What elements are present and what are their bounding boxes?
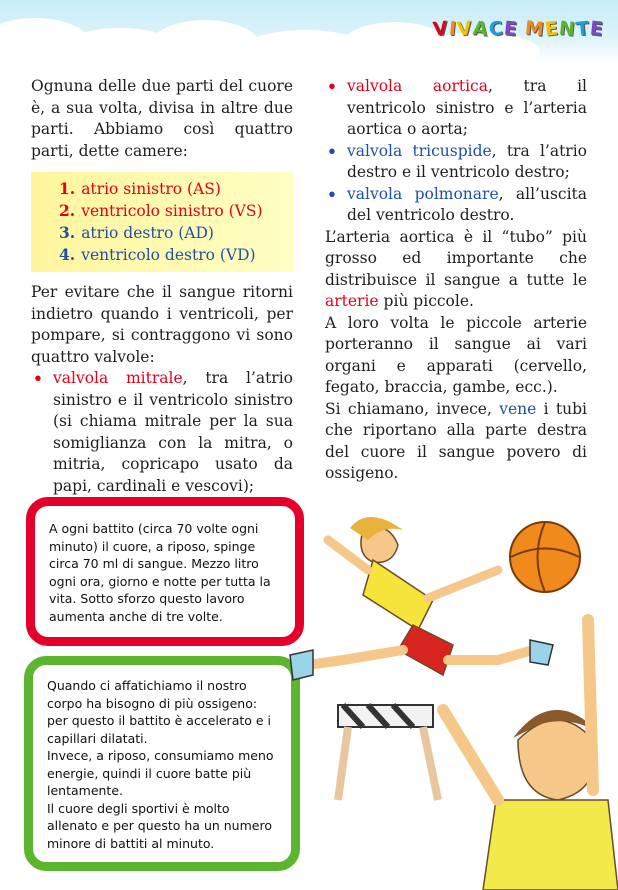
brand-letter: A (471, 17, 490, 41)
text-run: più piccole. (378, 292, 474, 310)
chamber-label: ventricolo sinistro (VS) (81, 202, 263, 220)
brand-letter: E (544, 17, 561, 41)
arteries-paragraph: A loro volta le piccole arterie porteranno il sangue ai vari organi e apparati (cervello, fegato, braccia, gambe, ecc.). (325, 313, 587, 396)
term-vene: vene (499, 399, 537, 418)
aorta-paragraph (325, 227, 587, 313)
bullet-icon: • (33, 369, 43, 388)
basketball-icon (510, 522, 580, 592)
chamber-number: 4. (59, 245, 76, 264)
brand-letter: C (487, 17, 505, 41)
info-box-text: Il cuore degli sportivi è molto allenato e per questo ha un numero minore di battiti al minuto. (47, 800, 272, 851)
brand-letter: T (574, 17, 592, 41)
info-box-text: A ogni battito (circa 70 volte ogni minuto) il cuore, a riposo, spinge circa 70 ml di sangue. Mezzo litro ogni ora, giorno e notte per tutta la vita. Sotto sforzo questo lavoro aumenta anche di tre volte. (49, 521, 271, 624)
valve-name: valvola polmonare (347, 184, 499, 203)
brand-letter: N (558, 17, 578, 41)
brand-logo (433, 18, 604, 40)
chamber-number: 3. (59, 223, 76, 242)
left-column (31, 76, 293, 497)
chamber-item (59, 244, 289, 266)
chamber-number: 1. (59, 179, 76, 198)
chamber-label: ventricolo destro (VD) (81, 246, 256, 264)
valve-name: valvola aortica (347, 77, 488, 95)
right-column (325, 76, 587, 485)
bullet-icon: • (327, 77, 337, 96)
chambers-list (31, 172, 293, 272)
text-run: L’arteria aortica è il “tubo” più grosso ed importante che distribuisce il sangue a tutte le (325, 227, 587, 289)
veins-paragraph (325, 399, 587, 485)
valve-item (325, 141, 587, 184)
info-box-text: Quando ci affatichiamo il nostro corpo ha bisogno di più ossigeno: per questo il battito è accelerato e i capillari dilatati. (47, 678, 272, 746)
text-run: Si chiamano, invece, (325, 399, 500, 418)
valve-text: , tra il ventricolo sinistro e l’arteria aortica o aorta; (347, 77, 587, 138)
brand-letter: V (456, 17, 475, 41)
valve-text: , tra l’atrio sinistro e il ventricolo sinistro (si chiama mitrale per la sua somiglianza con la mitra, o mitria, copricapo usato da papi, cardinali e vescovi); (53, 369, 293, 495)
valve-name: valvola mitrale (53, 369, 183, 387)
brand-letter: E (502, 17, 519, 41)
bullet-icon: • (327, 141, 337, 161)
chamber-item (59, 178, 289, 200)
intro-paragraph: Ognuna delle due parti del cuore è, a sua volta, divisa in altre due parti. Abbiamo così quattro parti, dette camere: (31, 77, 293, 160)
chamber-label: atrio sinistro (AS) (81, 180, 221, 198)
valve-item (325, 76, 587, 141)
valve-name: valvola tricuspide (347, 141, 492, 160)
info-box-red (26, 497, 304, 646)
bullet-icon: • (327, 184, 337, 204)
valve-text: , all’uscita del ventricolo destro. (347, 184, 588, 224)
brand-letter: M (524, 17, 547, 41)
hurdle (338, 705, 438, 800)
chamber-label: atrio destro (AD) (81, 224, 214, 242)
sports-illustration (268, 500, 618, 890)
chamber-item (59, 222, 289, 244)
chamber-number: 2. (59, 201, 76, 220)
info-box-green (24, 656, 300, 871)
brand-letter: I (448, 17, 459, 41)
info-box-text: Invece, a riposo, consumiamo meno energie, quindi il cuore batte più lentamente. (47, 748, 274, 798)
text-run: i tubi che riportano alla parte destra del cuore il sangue povero di ossigeno. (325, 399, 587, 482)
term-arterie: arterie (325, 292, 379, 310)
brand-letter: E (588, 17, 606, 41)
valve-item (31, 368, 293, 497)
valve-item (325, 184, 587, 227)
brand-letter: V (432, 17, 451, 41)
valves-intro: Per evitare che il sangue ritorni indietro quando i ventricoli, per pompare, si contraggono vi sono quattro valvole: (31, 283, 293, 366)
valve-text: , tra l’atrio destro e il ventricolo destro; (347, 141, 587, 181)
chamber-item (59, 200, 289, 222)
